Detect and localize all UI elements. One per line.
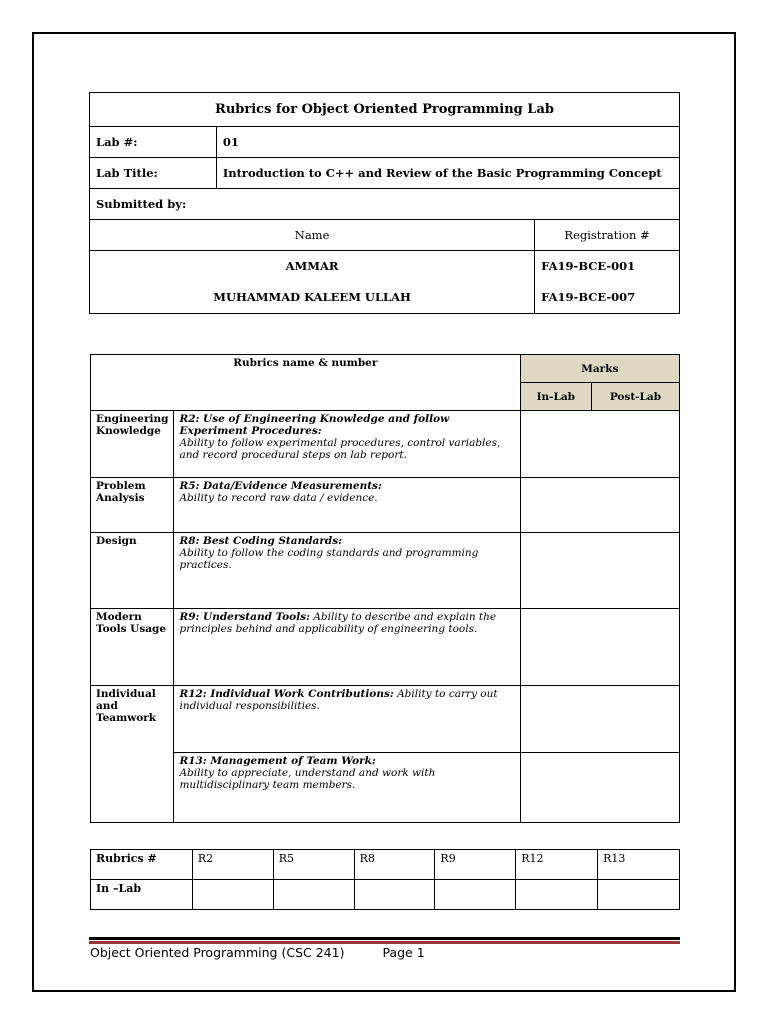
marks-cell (520, 411, 679, 478)
lab-number-value: 01 (216, 127, 679, 158)
rubric-description: Ability to appreciate, understand and work with multidisciplinary team members. (179, 767, 436, 791)
rubrics-title: Rubrics for Object Oriented Programming Lab (90, 93, 680, 127)
footer-rule (89, 937, 680, 940)
marks-cell (520, 753, 679, 823)
summary-table (90, 849, 680, 910)
rubric-title: R12: Individual Work Contributions: (179, 688, 394, 700)
rubric-column-header: R13 (598, 850, 680, 880)
rubric-column-header: R5 (273, 850, 354, 880)
score-cell (598, 880, 680, 910)
rubric-title: R13: Management of Team Work: (179, 755, 376, 767)
marks-header: Marks (520, 355, 679, 383)
lab-title-label: Lab Title: (90, 158, 217, 189)
rubric-column-header: R2 (192, 850, 273, 880)
rubric-description: Ability to follow experimental procedures, control variables, and record procedural steps on lab report. (179, 437, 501, 461)
score-cell (354, 880, 435, 910)
submitted-by-label: Submitted by: (90, 189, 680, 220)
footer (90, 945, 425, 960)
lab-number-label: Lab #: (90, 127, 217, 158)
category-cell: Problem Analysis (91, 478, 174, 533)
rubric-column-header: R9 (435, 850, 516, 880)
category-cell: Design (91, 533, 174, 609)
rubric-title: R8: Best Coding Standards: (179, 535, 343, 547)
member-registration: FA19-BCE-001 (541, 259, 636, 273)
member-registration: FA19-BCE-007 (541, 290, 636, 304)
category-cell: Modern Tools Usage (91, 609, 174, 686)
member-regs-cell (535, 251, 680, 314)
marks-cell (520, 533, 679, 609)
rubric-column-header: R8 (354, 850, 435, 880)
rubric-cell (174, 478, 520, 533)
footer-course: Object Oriented Programming (CSC 241) (90, 945, 345, 960)
rubric-column-header: R12 (516, 850, 598, 880)
rubrics-number-label: Rubrics # (91, 850, 193, 880)
rubric-cell (174, 533, 520, 609)
rubric-title: R5: Data/Evidence Measurements: (179, 480, 382, 492)
score-cell (435, 880, 516, 910)
lab-info-table (89, 92, 680, 314)
in-lab-header: In-Lab (520, 383, 591, 411)
rubric-title: R2: Use of Engineering Knowledge and follow Experiment Procedures: (179, 413, 450, 437)
rubric-description: Ability to follow the coding standards and programming practices. (179, 547, 479, 571)
lab-title-value: Introduction to C++ and Review of the Basic Programming Concept (216, 158, 679, 189)
in-lab-row-label: In –Lab (91, 880, 193, 910)
rubrics-header: Rubrics name & number (91, 355, 521, 411)
rubric-description: Ability to record raw data / evidence. (179, 492, 378, 504)
rubric-description: Ability to carry out individual responsibilities. (179, 688, 498, 712)
rubric-description: Ability to describe and explain the principles behind and applicability of engineering tools. (179, 611, 497, 635)
rubric-cell (174, 686, 520, 753)
rubric-cell (174, 609, 520, 686)
member-names-cell (90, 251, 535, 314)
post-lab-header: Post-Lab (591, 383, 679, 411)
score-cell (192, 880, 273, 910)
rubric-title: R9: Understand Tools: (179, 611, 310, 623)
marks-cell (520, 478, 679, 533)
member-name: MUHAMMAD KALEEM ULLAH (213, 290, 411, 304)
registration-column-header: Registration # (535, 220, 680, 251)
member-name: AMMAR (285, 259, 339, 273)
footer-page-number: Page 1 (382, 945, 425, 960)
rubrics-table (90, 354, 680, 823)
footer-rule-accent (89, 941, 680, 944)
category-cell: Engineering Knowledge (91, 411, 174, 478)
category-cell: Individual and Teamwork (91, 686, 174, 823)
marks-cell (520, 686, 679, 753)
name-column-header: Name (90, 220, 535, 251)
rubric-cell (174, 411, 520, 478)
rubric-cell (174, 753, 520, 823)
score-cell (516, 880, 598, 910)
score-cell (273, 880, 354, 910)
marks-cell (520, 609, 679, 686)
